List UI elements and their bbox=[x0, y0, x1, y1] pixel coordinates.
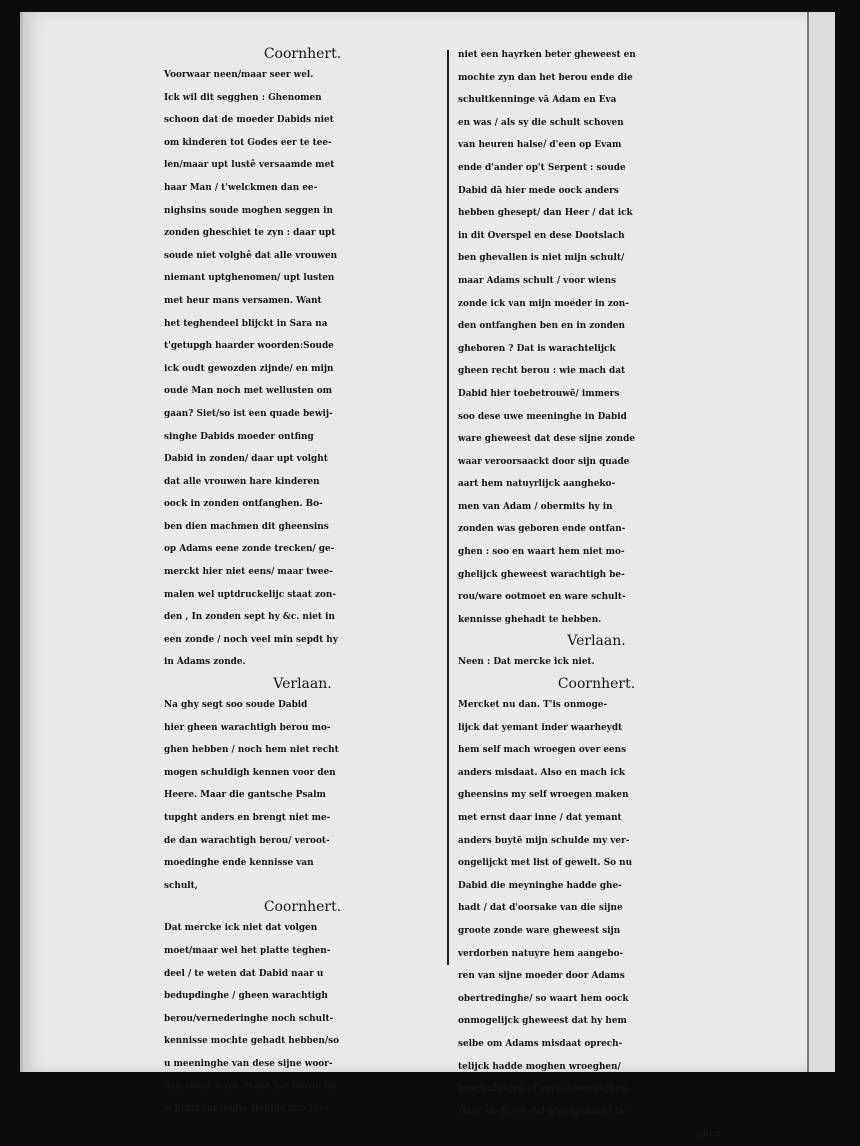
text-line: ren van sijne moeder door Adams bbox=[458, 971, 625, 982]
text-line: hier gheen warachtigh berou mo- bbox=[164, 722, 331, 733]
paragraph bbox=[164, 64, 441, 674]
text-line: soude niet volghê dat alle vrouwen bbox=[164, 250, 338, 261]
paragraph bbox=[458, 651, 735, 674]
text-line: gheen recht berou : wie mach dat bbox=[458, 366, 626, 377]
text-line: verdorben natuyre hem aangebo- bbox=[458, 948, 624, 959]
text-line: haar Man / t'welckmen dan ee- bbox=[164, 182, 318, 193]
text-line: den ontfanghen ben en in zonden bbox=[458, 321, 625, 332]
text-line: malen wel uptdruckelijc staat zon- bbox=[164, 589, 337, 600]
text-line: het teghendeel blijckt in Sara na bbox=[164, 318, 328, 329]
text-line: de dan warachtigh berou/ veroot- bbox=[164, 835, 330, 846]
text-line: een zonde / noch veel min sepdt hy bbox=[164, 634, 338, 645]
text-line: Dabid hier toebetrouwē/ immers bbox=[458, 388, 620, 399]
text-line: Ick wil dit segghen : Ghenomen bbox=[164, 92, 322, 103]
text-line: len/maar upt lustê versaamde met bbox=[164, 160, 335, 171]
text-line: berou/vernederinghe noch schult- bbox=[164, 1013, 334, 1024]
text-line: ben dien machmen dit gheensins bbox=[164, 521, 329, 532]
text-line: Neen : Dat mercke ick niet. bbox=[458, 657, 595, 668]
text-line: Daar siedy nu dat ghy spreeckt te- bbox=[458, 1106, 629, 1117]
text-line: zonden was geboren ende ontfan- bbox=[458, 524, 626, 535]
speaker-heading: Coornhert. bbox=[263, 46, 342, 62]
text-line: u meeninghe van dese sijne woor- bbox=[164, 1058, 333, 1069]
text-line: Mercket nu dan. T'is onmoge- bbox=[458, 700, 608, 711]
text-line: Dabid in zonden/ daar upt volght bbox=[164, 454, 328, 465]
text-line: ghen bbox=[696, 1129, 721, 1140]
text-line: selbe om Adams misdaat oprech- bbox=[458, 1038, 623, 1049]
text-line: om kinderen tot Godes eer te tee- bbox=[164, 137, 332, 148]
next-page-edge bbox=[807, 12, 835, 1072]
left-column bbox=[164, 44, 441, 1121]
text-line: en was / als sy die schult schoven bbox=[458, 117, 624, 128]
text-line: Voorwaar neen/maar seer wel. bbox=[164, 70, 314, 80]
text-line: groote zonde ware gheweest sijn bbox=[458, 925, 621, 936]
text-line: dat alle vrouwen hare kinderen bbox=[164, 476, 320, 487]
text-line: hadt / dat d'oorsake van die sijne bbox=[458, 903, 623, 914]
text-line: den , In zonden sept hy &c. niet in bbox=[164, 612, 335, 623]
text-line: ghen : soo en waart hem niet mo- bbox=[458, 547, 625, 558]
text-line: ende d'ander op't Serpent : soude bbox=[458, 162, 626, 173]
text-line: beschuldigen of verootmoedighen. bbox=[458, 1084, 631, 1095]
text-line: ben ghevallen is niet mijn schult/ bbox=[458, 253, 625, 264]
text-line: oock in zonden ontfanghen. Bo- bbox=[164, 499, 323, 510]
text-line: aart hem natuyrlijck aangheko- bbox=[458, 479, 616, 490]
text-line: niet een hayrken beter gheweest en bbox=[458, 50, 636, 60]
text-line: hebben ghesept/ dan Heer / dat ick bbox=[458, 208, 633, 219]
speaker-heading: Verlaan. bbox=[273, 676, 332, 693]
text-line: merckt hier niet eens/ maar twee- bbox=[164, 567, 333, 578]
text-line: ghen hebben / noch hem niet recht bbox=[164, 745, 339, 756]
text-line: oude Man noch met wellusten om bbox=[164, 386, 333, 397]
speaker-heading: Coornhert. bbox=[263, 899, 342, 916]
paragraph bbox=[458, 44, 735, 631]
text-line: anders misdaat. Also en mach ick bbox=[458, 767, 626, 778]
text-line: rou/ware ootmoet en ware schult- bbox=[458, 592, 626, 603]
text-line: t'getupgh haarder woorden:Soude bbox=[164, 341, 334, 352]
text-line: telijck hadde moghen wroeghen/ bbox=[458, 1061, 621, 1072]
text-line: moedinghe ende kennisse van bbox=[164, 858, 314, 869]
text-line: gheboren ? Dat is warachtelijck bbox=[458, 343, 616, 354]
text-line: lijck dat yemant inder waarheydt bbox=[458, 722, 623, 733]
text-line: gaan? Siet/so ist een quade bewij- bbox=[164, 408, 333, 419]
text-line: schultkenninge vā Adam en Eva bbox=[458, 95, 617, 106]
text-line: in Adams zonde. bbox=[164, 657, 246, 668]
text-line: men van Adam / obermits hy in bbox=[458, 501, 613, 512]
text-line: Dat mercke ick niet dat volgen bbox=[164, 923, 318, 934]
text-line: waar veroorsaackt door sijn quade bbox=[458, 456, 630, 467]
text-line: bedupdinghe / gheen warachtigh bbox=[164, 991, 328, 1002]
text-line: obertredinghe/ so waart hem oock bbox=[458, 993, 629, 1004]
text-line: tupght anders en brengt niet me- bbox=[164, 813, 331, 823]
speaker-heading: Verlaan. bbox=[567, 633, 626, 650]
speaker-heading: Coornhert. bbox=[557, 676, 636, 693]
paragraph bbox=[164, 917, 441, 1120]
right-column bbox=[458, 44, 735, 1146]
text-line: schultkenninghe Dabids dan hier bbox=[164, 1104, 330, 1115]
text-line: Dabid die meyninghe hadde ghe- bbox=[458, 880, 622, 891]
text-line: mogen schuldigh kennen voor den bbox=[164, 767, 336, 778]
text-line: onmogelijck gheweest dat hy hem bbox=[458, 1016, 627, 1027]
text-line: nighsins soude moghen seggen in bbox=[164, 205, 333, 216]
text-line: maar Adams schult / voor wiens bbox=[458, 275, 617, 286]
text-line: met ernst daar inne / dat yemant bbox=[458, 813, 622, 823]
text-line: den recht ware. Want het berou en bbox=[164, 1081, 337, 1092]
text-line: Dabid dā hier mede oock anders bbox=[458, 185, 619, 196]
text-line: mochte zyn dan het berou ende die bbox=[458, 72, 633, 83]
text-line: singhe Dabids moeder ontfing bbox=[164, 431, 314, 442]
text-line: anders buytē mijn schulde my ver- bbox=[458, 835, 630, 846]
text-line: niemant uptghenomen/ upt lusten bbox=[164, 273, 335, 284]
text-line: gheensins my self wroegen maken bbox=[458, 790, 629, 801]
text-line: ghelijck gheweest warachtigh be- bbox=[458, 569, 625, 580]
paragraph bbox=[458, 694, 735, 1146]
text-line: ick oudt gewozden zijnde/ en mijn bbox=[164, 363, 334, 374]
text-line: ware gheweest dat dese sijne zonde bbox=[458, 434, 635, 445]
text-line: moet/maar wel het platte teghen- bbox=[164, 945, 331, 956]
text-line: van heuren halse/ d'een op Evam bbox=[458, 140, 622, 151]
paragraph bbox=[164, 694, 441, 897]
text-line: ongelijckt met list of gewelt. So nu bbox=[458, 858, 633, 869]
text-line: hem self mach wroegen over eens bbox=[458, 745, 627, 756]
text-line: met heur mans versamen. Want bbox=[164, 295, 322, 306]
text-line: zonde ick van mijn moeder in zon- bbox=[458, 298, 629, 309]
text-line: Na ghy segt soo soude Dabid bbox=[164, 700, 308, 711]
text-line: Heere. Maar die gantsche Psalm bbox=[164, 790, 326, 801]
text-line: op Adams eene zonde trecken/ ge- bbox=[164, 544, 335, 555]
text-line: kennisse mochte gehadt hebben/so bbox=[164, 1036, 340, 1047]
text-line: zonden gheschiet te zyn : daar upt bbox=[164, 228, 336, 239]
text-line: in dit Overspel en dese Dootslach bbox=[458, 230, 625, 241]
text-line: kennisse ghehadt te hebben. bbox=[458, 614, 602, 625]
text-line: soo dese uwe meeninghe in Dabid bbox=[458, 411, 627, 422]
text-line: schult, bbox=[164, 880, 198, 891]
text-line: deel / te weten dat Dabid naar u bbox=[164, 968, 324, 979]
text-line: schoon dat de moeder Dabids niet bbox=[164, 115, 334, 126]
column-divider bbox=[447, 50, 449, 965]
